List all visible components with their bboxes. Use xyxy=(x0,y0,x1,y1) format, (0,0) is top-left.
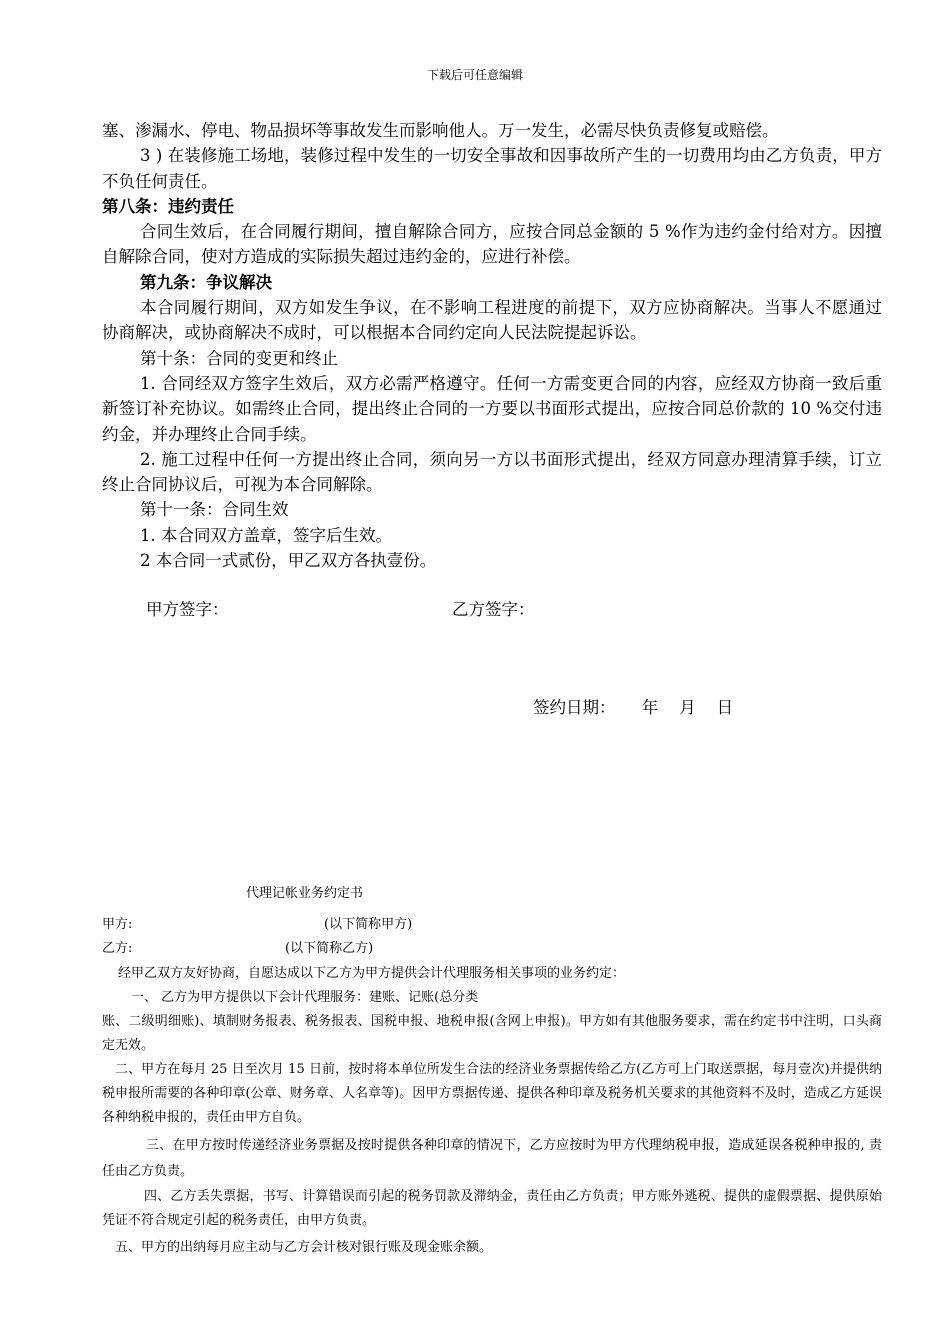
item-3-text: 三、在甲方按时传递经济业务票据及按时提供各种印章的情况下，乙方应按时为甲方代理纳税申报，造成延误各税种申报的, 责任由乙方负责。 xyxy=(102,1138,882,1179)
paragraph-item-3: 3 ) 在装修施工场地，装修过程中发生的一切安全事故和因事故所产生的一切费用均由乙方负责，甲方不负任何责任。 xyxy=(102,146,882,191)
article-11-item-1: 1. 本合同双方盖章，签字后生效。 xyxy=(140,525,392,545)
signing-date: 签约日期： 年 月 日 xyxy=(533,698,734,717)
item-1-rest: 账、二级明细账)、填制财务报表、税务报表、国税申报、地税申报(含网上申报)。甲方如有其他服务要求，需在约定书中注明，口头商定无效。 xyxy=(102,1014,882,1053)
agreement-item-1 xyxy=(102,986,882,1058)
agreement-intro xyxy=(102,962,882,986)
article-8-heading: 第八条：违约责任 xyxy=(102,196,234,216)
article-11-item-2: 2 本合同一式贰份，甲乙双方各执壹份。 xyxy=(140,551,437,571)
article-9-heading: 第九条：争议解决 xyxy=(140,272,272,292)
contract-section xyxy=(102,118,882,573)
item-1-first-line: 一、 乙方为甲方提供以下会计代理服务：建账、记账(总分类 xyxy=(131,990,479,1005)
agreement-item-4 xyxy=(102,1185,882,1233)
signature-party-b: 乙方签字： xyxy=(452,600,535,619)
agreement-item-5 xyxy=(102,1236,882,1260)
party-a-label: 甲方: xyxy=(102,917,133,932)
item-5-text: 五、甲方的出纳每月应主动与乙方会计核对银行账及现金账余额。 xyxy=(115,1240,493,1255)
paragraph-continuation: 塞、渗漏水、停电、物品损坏等事故发生而影响他人。万一发生，必需尽快负责修复或赔偿。 xyxy=(102,121,779,140)
article-8-text: 合同生效后，在合同履行期间，擅自解除合同方，应按合同总金额的 5 %作为违约金付给对方。因擅自解除合同，使对方造成的实际损失超过违约金的，应进行补偿。 xyxy=(102,222,882,267)
article-11-heading: 第十一条：合同生效 xyxy=(140,500,289,520)
article-9-text: 本合同履行期间，双方如发生争议，在不影响工程进度的前提下，双方应协商解决。当事人不愿通过协商解决，或协商解决不成时，可以根据本合同约定向人民法院提起诉讼。 xyxy=(102,298,882,343)
item-2-text: 二、甲方在每月 25 日至次月 15 日前，按时将本单位所发生合法的经济业务票据传给乙方(乙方可上门取送票据，每月壹次)并提供纳税申报所需要的各种印章(公章、财务章、人名章等)。因甲方票据传递、提供各种印章及税务机关要求的其他资料不及时，造成乙方延误各种纳税申报的，责任由甲方自负。 xyxy=(102,1062,882,1125)
article-10-item-1: 1. 合同经双方签字生效后，双方必需严格遵守。任何一方需变更合同的内容，应经双方协商一致后重新签订补充协议。如需终止合同，提出终止合同的一方要以书面形式提出，应按合同总价款的 10 %交付违约金，并办理终止合同手续。 xyxy=(102,373,882,444)
agreement-item-2 xyxy=(102,1058,882,1130)
article-10-item-2: 2. 施工过程中任何一方提出终止合同，须向另一方以书面形式提出，经双方同意办理清算手续，订立终止合同协议后，可视为本合同解除。 xyxy=(102,449,882,495)
signature-party-a: 甲方签字： xyxy=(146,600,229,619)
party-a-note: (以下简称甲方) xyxy=(324,917,413,932)
agreement-item-3 xyxy=(102,1133,882,1185)
party-b-label: 乙方: xyxy=(102,941,133,956)
agreement-title: 代理记帐业务约定书 xyxy=(246,886,364,901)
item-4-text: 四、乙方丢失票据，书写、计算错误而引起的税务罚款及滞纳金，责任由乙方负责；甲方账外逃税、提供的虚假票据、提供原始凭证不符合规定引起的税务责任，由甲方负责。 xyxy=(102,1189,882,1228)
article-10-heading: 第十条：合同的变更和终止 xyxy=(140,348,338,368)
intro-text: 经甲乙双方友好协商，自愿达成以下乙方为甲方提供会计代理服务相关事项的业务约定： xyxy=(118,966,626,981)
page-header: 下载后可任意编辑 xyxy=(426,68,523,82)
party-b-note: (以下简称乙方) xyxy=(285,941,374,956)
